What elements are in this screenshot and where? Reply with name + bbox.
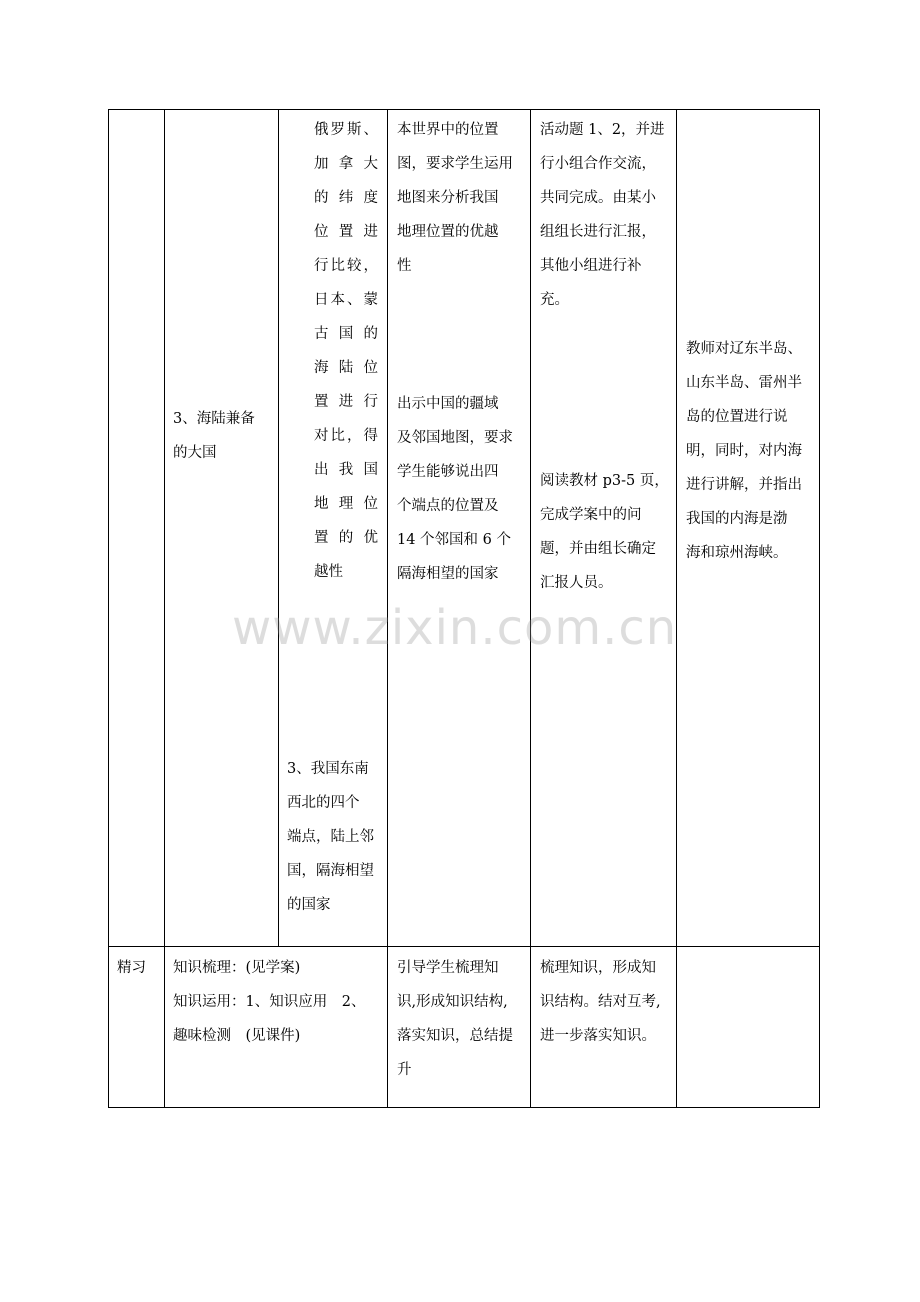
- content-line: 3、我国东南: [287, 761, 369, 777]
- topic-cell: [173, 402, 273, 470]
- row-divider: [108, 946, 820, 947]
- col-divider-1: [164, 109, 165, 1108]
- content-line: 加 拿 大: [314, 156, 378, 172]
- practice-line: 知识梳理：(见学案): [173, 960, 301, 976]
- design-intent-cell: [686, 332, 816, 570]
- student-line: 汇报人员。: [540, 575, 613, 591]
- content-line: 的国家: [287, 897, 331, 913]
- table-border-top: [108, 109, 820, 110]
- content-cell-a: [314, 113, 378, 589]
- col-divider-2: [278, 109, 279, 947]
- practice-teacher-line: 落实知识，总结提: [397, 1028, 513, 1044]
- content-line: 日本、蒙: [314, 292, 378, 308]
- content-line: 置 的 优: [314, 530, 378, 546]
- practice-content-cell: [173, 951, 385, 1053]
- student-line: 阅读教材 p3-5 页，: [540, 473, 669, 489]
- content-line: 位 置 进: [314, 224, 378, 240]
- content-line: 置 进 行: [314, 394, 378, 410]
- practice-student-line: 进一步落实知识。: [540, 1028, 656, 1044]
- activity-line: 地图来分析我国: [397, 190, 499, 206]
- activity-line: 及邻国地图，要求: [397, 430, 513, 446]
- student-line: 共同完成。由某小: [540, 190, 656, 206]
- stage-label: [117, 951, 161, 985]
- table-border-bottom: [108, 1107, 820, 1108]
- activity-line: 地理位置的优越: [397, 224, 499, 240]
- practice-teacher-cell: [397, 951, 527, 1087]
- teacher-activity-a: [397, 113, 525, 283]
- teacher-activity-b: [397, 387, 525, 591]
- intent-line: 我国的内海是渤: [686, 511, 788, 527]
- student-line: 完成学案中的问: [540, 507, 642, 523]
- practice-student-line: 识结构。结对互考,: [540, 994, 661, 1010]
- activity-line: 个端点的位置及: [397, 498, 499, 514]
- content-line: 出 我 国: [314, 462, 378, 478]
- student-line: 活动题 1、2，并进: [540, 122, 665, 138]
- student-line: 充。: [540, 292, 569, 308]
- content-line: 西北的四个: [287, 795, 360, 811]
- practice-line: 趣味检测 (见课件): [173, 1028, 301, 1044]
- content-line: 古 国 的: [314, 326, 378, 342]
- content-line: 越性: [314, 564, 343, 580]
- intent-line: 岛的位置进行说: [686, 409, 788, 425]
- table-border-left: [108, 109, 109, 1108]
- activity-line: 隔海相望的国家: [397, 566, 499, 582]
- content-line: 对比，得: [314, 428, 378, 444]
- content-line: 的 纬 度: [314, 190, 378, 206]
- practice-teacher-line: 识,形成知识结构,: [397, 994, 508, 1010]
- intent-line: 教师对辽东半岛、: [686, 341, 802, 357]
- intent-line: 进行讲解，并指出: [686, 477, 802, 493]
- student-line: 其他小组进行补: [540, 258, 642, 274]
- student-line: 行小组合作交流，: [540, 156, 656, 172]
- activity-line: 出示中国的疆域: [397, 396, 499, 412]
- activity-line: 本世界中的位置: [397, 122, 499, 138]
- topic-line: 的大国: [173, 445, 217, 461]
- activity-line: 图，要求学生运用: [397, 156, 513, 172]
- practice-student-line: 梳理知识，形成知: [540, 960, 656, 976]
- student-line: 组组长进行汇报，: [540, 224, 656, 240]
- content-line: 俄罗斯、: [314, 122, 378, 138]
- student-activity-a: [540, 113, 672, 317]
- practice-teacher-line: 升: [397, 1062, 412, 1078]
- activity-line: 14 个邻国和 6 个: [397, 532, 512, 548]
- content-line: 行比较，: [314, 258, 378, 274]
- practice-line: 知识运用：1、知识应用 2、: [173, 994, 366, 1010]
- student-line: 题，并由组长确定: [540, 541, 656, 557]
- student-activity-b: [540, 464, 672, 600]
- content-cell-b: [287, 752, 377, 922]
- topic-line: 3、海陆兼备: [173, 411, 255, 427]
- content-line: 端点，陆上邻: [287, 829, 374, 845]
- content-line: 国，隔海相望: [287, 863, 374, 879]
- intent-line: 山东半岛、雷州半: [686, 375, 802, 391]
- intent-line: 海和琼州海峡。: [686, 545, 788, 561]
- intent-line: 明，同时，对内海: [686, 443, 802, 459]
- practice-teacher-line: 引导学生梳理知: [397, 960, 499, 976]
- activity-line: 学生能够说出四: [397, 464, 499, 480]
- content-line: 地 理 位: [314, 496, 378, 512]
- practice-student-cell: [540, 951, 674, 1053]
- stage-text: 精习: [117, 960, 146, 976]
- activity-line: 性: [397, 258, 412, 274]
- watermark: www.zixin.com.cn: [232, 600, 678, 656]
- table-border-right: [819, 109, 820, 1108]
- content-line: 海 陆 位: [314, 360, 378, 376]
